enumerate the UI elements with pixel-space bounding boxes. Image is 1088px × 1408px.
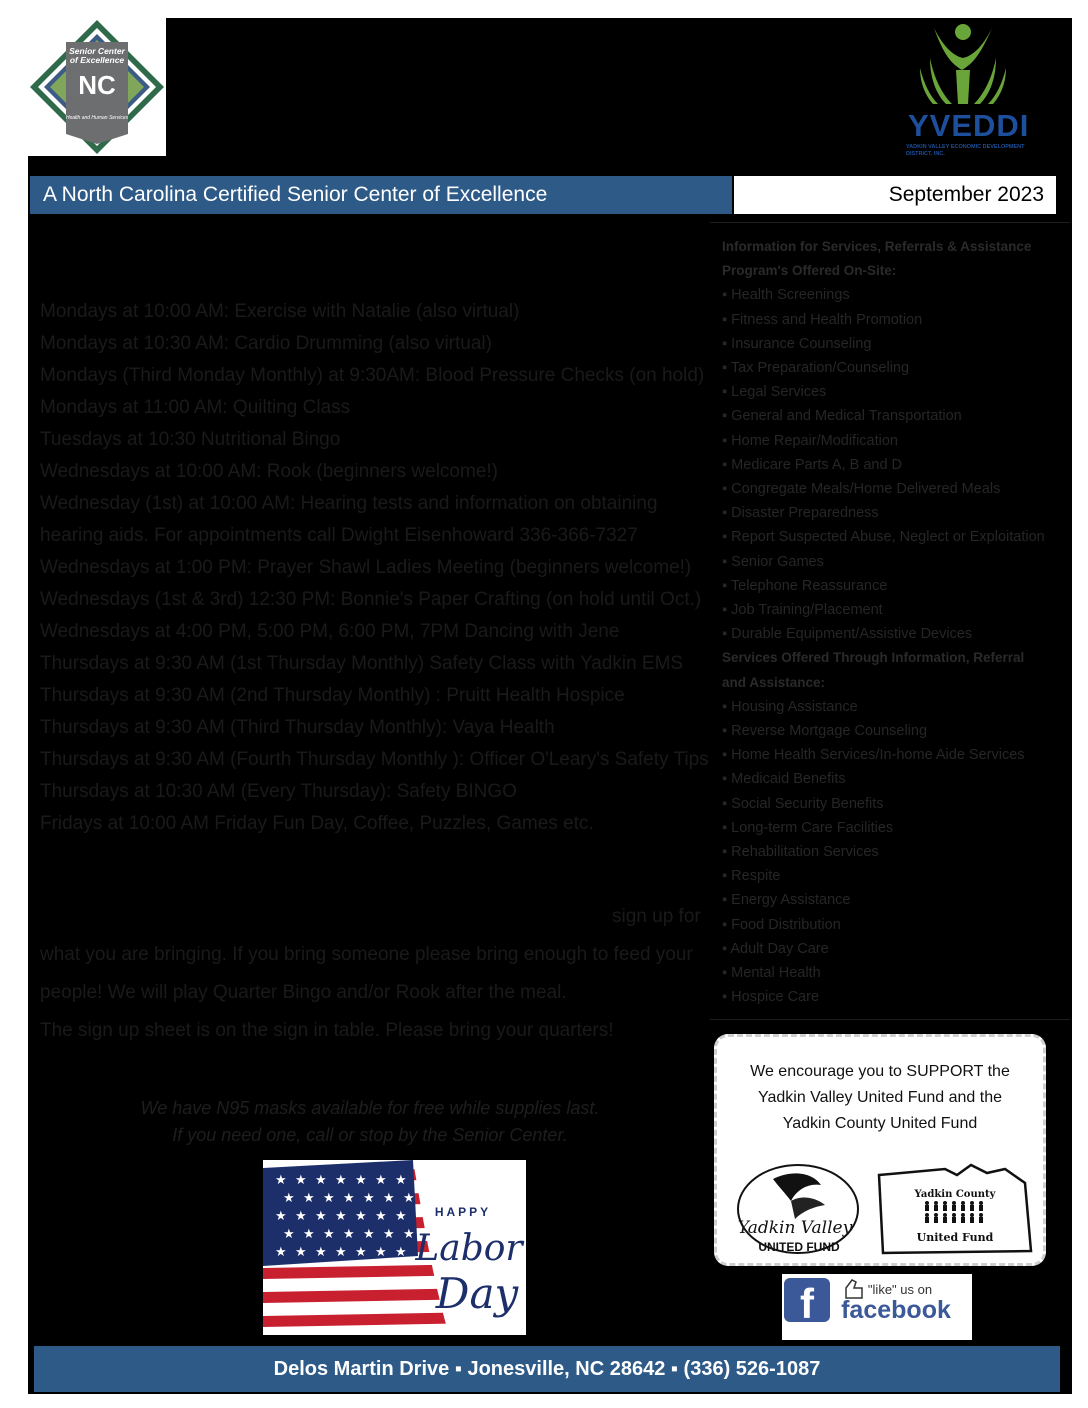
bullet-icon: ▪ <box>722 481 732 498</box>
service-item-label: Hospice Care <box>731 989 820 1006</box>
svg-text:★: ★ <box>363 1191 375 1206</box>
bullet-icon: ▪ <box>722 795 732 812</box>
bullet-icon: ▪ <box>722 626 732 643</box>
referral-services-list <box>722 695 1042 1010</box>
svg-text:★: ★ <box>295 1173 307 1188</box>
svg-text:★: ★ <box>395 1173 407 1188</box>
bullet-icon: ▪ <box>722 965 732 982</box>
service-item <box>722 816 1042 840</box>
schedule-item: Mondays at 11:00 AM: Quilting Class <box>40 397 351 418</box>
yadkin-county-united-fund-logo <box>875 1161 1035 1259</box>
service-item <box>722 695 1042 719</box>
svg-text:Health and Human Services: Health and Human Services <box>65 115 129 121</box>
service-item <box>722 913 1042 937</box>
service-item-label: Long-term Care Facilities <box>731 819 894 836</box>
services-heading-info: Information for Services, Referrals & Assistance <box>722 239 1032 254</box>
right-column-divider-bottom <box>710 1019 1070 1020</box>
bullet-icon: ▪ <box>722 747 732 764</box>
svg-text:UNITED FUND: UNITED FUND <box>758 1240 840 1254</box>
yveddi-tagline: YADKIN VALLEY ECONOMIC DEVELOPMENT DISTRICT, INC. <box>906 144 1025 157</box>
bullet-icon: ▪ <box>722 432 732 449</box>
svg-text:★: ★ <box>315 1245 327 1260</box>
service-item-label: Durable Equipment/Assistive Devices <box>731 626 973 643</box>
svg-text:★: ★ <box>295 1209 307 1224</box>
svg-text:★: ★ <box>343 1227 355 1242</box>
bullet-icon: ▪ <box>722 844 732 861</box>
svg-text:★: ★ <box>375 1173 387 1188</box>
service-item <box>722 792 1042 816</box>
schedule-item: Mondays (Third Monday Monthly) at 9:30AM: Blood Pressure Checks (on hold) <box>40 365 705 386</box>
service-item-label: Legal Services <box>731 384 827 401</box>
bullet-icon: ▪ <box>722 456 732 473</box>
service-item-label: Medicare Parts A, B and D <box>731 456 903 473</box>
service-item-label: Health Screenings <box>731 287 850 304</box>
potluck-line-3: people! We will play Quarter Bingo and/or Rook after the meal. <box>40 982 567 1003</box>
svg-text:f: f <box>800 1280 814 1327</box>
service-item-label: Rehabilitation Services <box>731 844 879 861</box>
onsite-services-list <box>722 283 1045 646</box>
schedule-item: hearing aids. For appointments call Dwight Eisenhoward 336-366-7327 <box>40 525 638 546</box>
service-item <box>722 501 1042 525</box>
service-item-label: Housing Assistance <box>731 698 858 715</box>
schedule-item: Thursdays at 9:30 AM (2nd Thursday Monthly) : Pruitt Health Hospice <box>40 685 625 706</box>
svg-text:★: ★ <box>303 1191 315 1206</box>
service-item-label: Senior Games <box>731 553 824 570</box>
svg-text:★: ★ <box>295 1245 307 1260</box>
service-item <box>722 477 1042 501</box>
yadkin-valley-united-fund-logo <box>733 1159 863 1259</box>
schedule-item: Tuesdays at 10:30 Nutritional Bingo <box>40 429 341 450</box>
schedule-item: Wednesdays at 4:00 PM, 5:00 PM, 6:00 PM, 7PM Dancing with Jene <box>40 621 620 642</box>
bullet-icon: ▪ <box>722 771 732 788</box>
svg-text:Yadkin Valley: Yadkin Valley <box>737 1218 853 1238</box>
svg-text:★: ★ <box>303 1227 315 1242</box>
service-item <box>722 864 1042 888</box>
service-item-label: Fitness and Health Promotion <box>731 311 923 328</box>
service-item <box>722 598 1042 622</box>
bullet-icon: ▪ <box>722 553 732 570</box>
svg-text:★: ★ <box>323 1227 335 1242</box>
svg-text:★: ★ <box>383 1227 395 1242</box>
united-fund-line-2: Yadkin Valley United Fund and the <box>757 1089 1002 1106</box>
schedule-item: Mondays at 10:30 AM: Cardio Drumming (also virtual) <box>40 333 492 354</box>
svg-text:★: ★ <box>343 1191 355 1206</box>
svg-text:★: ★ <box>283 1227 295 1242</box>
issue-date: September 2023 <box>734 176 1056 214</box>
service-item <box>722 743 1042 767</box>
potluck-line-4: The sign up sheet is on the sign in table. Please bring your quarters! <box>40 1020 614 1041</box>
svg-text:United Fund: United Fund <box>916 1231 994 1244</box>
excellence-badge-icon <box>28 18 166 156</box>
right-column-divider-top <box>710 222 1070 223</box>
svg-text:★: ★ <box>395 1209 407 1224</box>
service-item-label: Disaster Preparedness <box>731 505 879 522</box>
schedule-item: Thursdays at 10:30 AM (Every Thursday): Safety BINGO <box>40 781 517 802</box>
service-item <box>722 356 1042 380</box>
service-item-label: Energy Assistance <box>731 892 851 909</box>
service-item-label: Food Distribution <box>731 916 841 933</box>
united-fund-line-3: Yadkin County United Fund <box>782 1115 978 1132</box>
svg-text:★: ★ <box>375 1245 387 1260</box>
svg-text:★: ★ <box>335 1209 347 1224</box>
service-item <box>722 453 1042 477</box>
bullet-icon: ▪ <box>722 505 732 522</box>
bullet-icon: ▪ <box>722 940 731 957</box>
senior-center-excellence-logo <box>28 18 166 156</box>
service-item <box>722 550 1042 574</box>
service-item <box>722 622 1042 646</box>
service-item <box>722 840 1042 864</box>
services-column <box>722 235 1045 1010</box>
svg-text:Yadkin County: Yadkin County <box>914 1189 996 1200</box>
schedule-item: Wednesday (1st) at 10:00 AM: Hearing tests and information on obtaining <box>40 493 658 514</box>
svg-text:facebook: facebook <box>841 1296 951 1324</box>
bullet-icon: ▪ <box>722 698 732 715</box>
bullet-icon: ▪ <box>722 892 732 909</box>
service-item-label: Respite <box>731 868 781 885</box>
svg-text:★: ★ <box>395 1245 407 1260</box>
bullet-icon: ▪ <box>722 916 732 933</box>
svg-text:★: ★ <box>403 1227 415 1242</box>
schedule-item: Thursdays at 9:30 AM (1st Thursday Monthly) Safety Class with Yadkin EMS <box>40 653 684 674</box>
service-item <box>722 308 1042 332</box>
united-fund-line-1: We encourage you to SUPPORT the <box>750 1063 1010 1080</box>
services-heading-referral-a: Services Offered Through Information, Referral <box>722 650 1025 666</box>
united-fund-box <box>714 1034 1046 1266</box>
svg-text:★: ★ <box>403 1191 415 1206</box>
service-item-label: Medicaid Benefits <box>731 771 846 788</box>
svg-text:★: ★ <box>375 1209 387 1224</box>
bullet-icon: ▪ <box>722 311 732 328</box>
bullet-icon: ▪ <box>722 723 732 740</box>
svg-text:"like" us on: "like" us on <box>867 1282 933 1297</box>
facebook-like-badge[interactable] <box>782 1274 972 1340</box>
yveddi-wordmark <box>900 108 1050 166</box>
masks-note-line-2: If you need one, call or stop by the Senior Center. <box>172 1125 568 1145</box>
service-item-label: General and Medical Transportation <box>731 408 962 425</box>
svg-text:★: ★ <box>275 1209 287 1224</box>
svg-text:HAPPY: HAPPY <box>434 1205 492 1219</box>
service-item-label: Home Repair/Modification <box>731 432 898 449</box>
bullet-icon: ▪ <box>722 384 732 401</box>
svg-text:★: ★ <box>335 1245 347 1260</box>
bullet-icon: ▪ <box>722 360 731 377</box>
bullet-icon: ▪ <box>722 868 732 885</box>
services-heading-referral-b: and Assistance: <box>722 674 826 690</box>
schedule-item: Wednesdays (1st & 3rd) 12:30 PM: Bonnie's Paper Crafting (on hold until Oct.) <box>40 589 702 610</box>
bullet-icon: ▪ <box>722 287 732 304</box>
bullet-icon: ▪ <box>722 577 731 594</box>
svg-text:NC: NC <box>78 70 116 100</box>
svg-text:★: ★ <box>323 1191 335 1206</box>
service-item-label: Social Security Benefits <box>731 795 884 812</box>
bullet-icon: ▪ <box>722 529 732 546</box>
potluck-line-1: sign up for <box>612 906 701 927</box>
svg-text:★: ★ <box>355 1173 367 1188</box>
service-item <box>722 283 1042 307</box>
svg-text:★: ★ <box>335 1173 347 1188</box>
facebook-icon <box>782 1274 972 1340</box>
weekly-schedule <box>40 296 720 840</box>
service-item <box>722 767 1042 791</box>
schedule-item: Mondays at 10:00 AM: Exercise with Natalie (also virtual) <box>40 301 520 322</box>
service-item-label: Report Suspected Abuse, Neglect or Exploitation <box>731 529 1045 546</box>
bullet-icon: ▪ <box>722 335 732 352</box>
svg-text:Day: Day <box>435 1269 519 1318</box>
united-fund-message <box>717 1059 1043 1137</box>
schedule-item: Fridays at 10:00 AM Friday Fun Day, Coffee, Puzzles, Games etc. <box>40 813 594 834</box>
service-item <box>722 574 1042 598</box>
svg-text:of Excellence: of Excellence <box>69 55 125 65</box>
service-item <box>722 525 1045 549</box>
service-item <box>722 888 1042 912</box>
services-heading-onsite: Program's Offered On-Site: <box>722 263 897 279</box>
svg-text:★: ★ <box>283 1191 295 1206</box>
service-item-label: Telephone Reassurance <box>730 577 888 594</box>
service-item <box>722 332 1042 356</box>
service-item <box>722 404 1042 428</box>
schedule-item: Thursdays at 9:30 AM (Fourth Thursday Monthly ): Officer O'Leary's Safety Tips <box>40 749 709 770</box>
service-item <box>722 429 1042 453</box>
svg-text:★: ★ <box>355 1209 367 1224</box>
bullet-icon: ▪ <box>722 989 732 1006</box>
svg-text:★: ★ <box>315 1209 327 1224</box>
svg-text:Senior Center: Senior Center <box>69 46 125 56</box>
newsletter-page <box>28 18 1072 1394</box>
schedule-item: Wednesdays at 1:00 PM: Prayer Shawl Ladies Meeting (beginners welcome!) <box>40 557 692 578</box>
masks-note-line-1: We have N95 masks available for free while supplies last. <box>140 1098 600 1118</box>
svg-text:★: ★ <box>355 1245 367 1260</box>
service-item <box>722 937 1042 961</box>
service-item-label: Job Training/Placement <box>731 602 883 619</box>
service-item-label: Home Health Services/In-home Aide Services <box>731 747 1025 764</box>
svg-text:★: ★ <box>275 1245 287 1260</box>
footer-address-bar: Delos Martin Drive ▪ Jonesville, NC 28642 ▪ (336) 526-1087 <box>34 1346 1060 1392</box>
schedule-item: Wednesdays at 10:00 AM: Rook (beginners welcome!) <box>40 461 498 482</box>
svg-text:★: ★ <box>383 1191 395 1206</box>
service-item-label: Mental Health <box>731 965 821 982</box>
service-item <box>722 961 1042 985</box>
yveddi-logo <box>900 18 1050 166</box>
service-item-label: Adult Day Care <box>730 940 829 957</box>
bullet-icon: ▪ <box>722 602 732 619</box>
bullet-icon: ▪ <box>722 408 732 425</box>
service-item-label: Insurance Counseling <box>731 335 872 352</box>
service-item <box>722 380 1042 404</box>
service-item-label: Tax Preparation/Counseling <box>730 360 910 377</box>
service-item-label: Congregate Meals/Home Delivered Meals <box>731 481 1001 498</box>
american-flag-icon <box>263 1160 526 1335</box>
svg-text:★: ★ <box>275 1173 287 1188</box>
svg-text:Labor: Labor <box>415 1228 523 1269</box>
service-item-label: Reverse Mortgage Counseling <box>731 723 928 740</box>
potluck-line-2: what you are bringing. If you bring someone please bring enough to feed your <box>40 944 693 965</box>
service-item <box>722 719 1042 743</box>
labor-day-image <box>263 1160 526 1335</box>
svg-text:★: ★ <box>315 1173 327 1188</box>
banner-title: A North Carolina Certified Senior Center of Excellence <box>30 176 732 214</box>
svg-text:★: ★ <box>363 1227 375 1242</box>
schedule-item: Thursdays at 9:30 AM (Third Thursday Monthly): Vaya Health <box>40 717 555 738</box>
bullet-icon: ▪ <box>722 819 732 836</box>
service-item <box>722 985 1042 1009</box>
yveddi-name: YVEDDI <box>908 108 1030 143</box>
